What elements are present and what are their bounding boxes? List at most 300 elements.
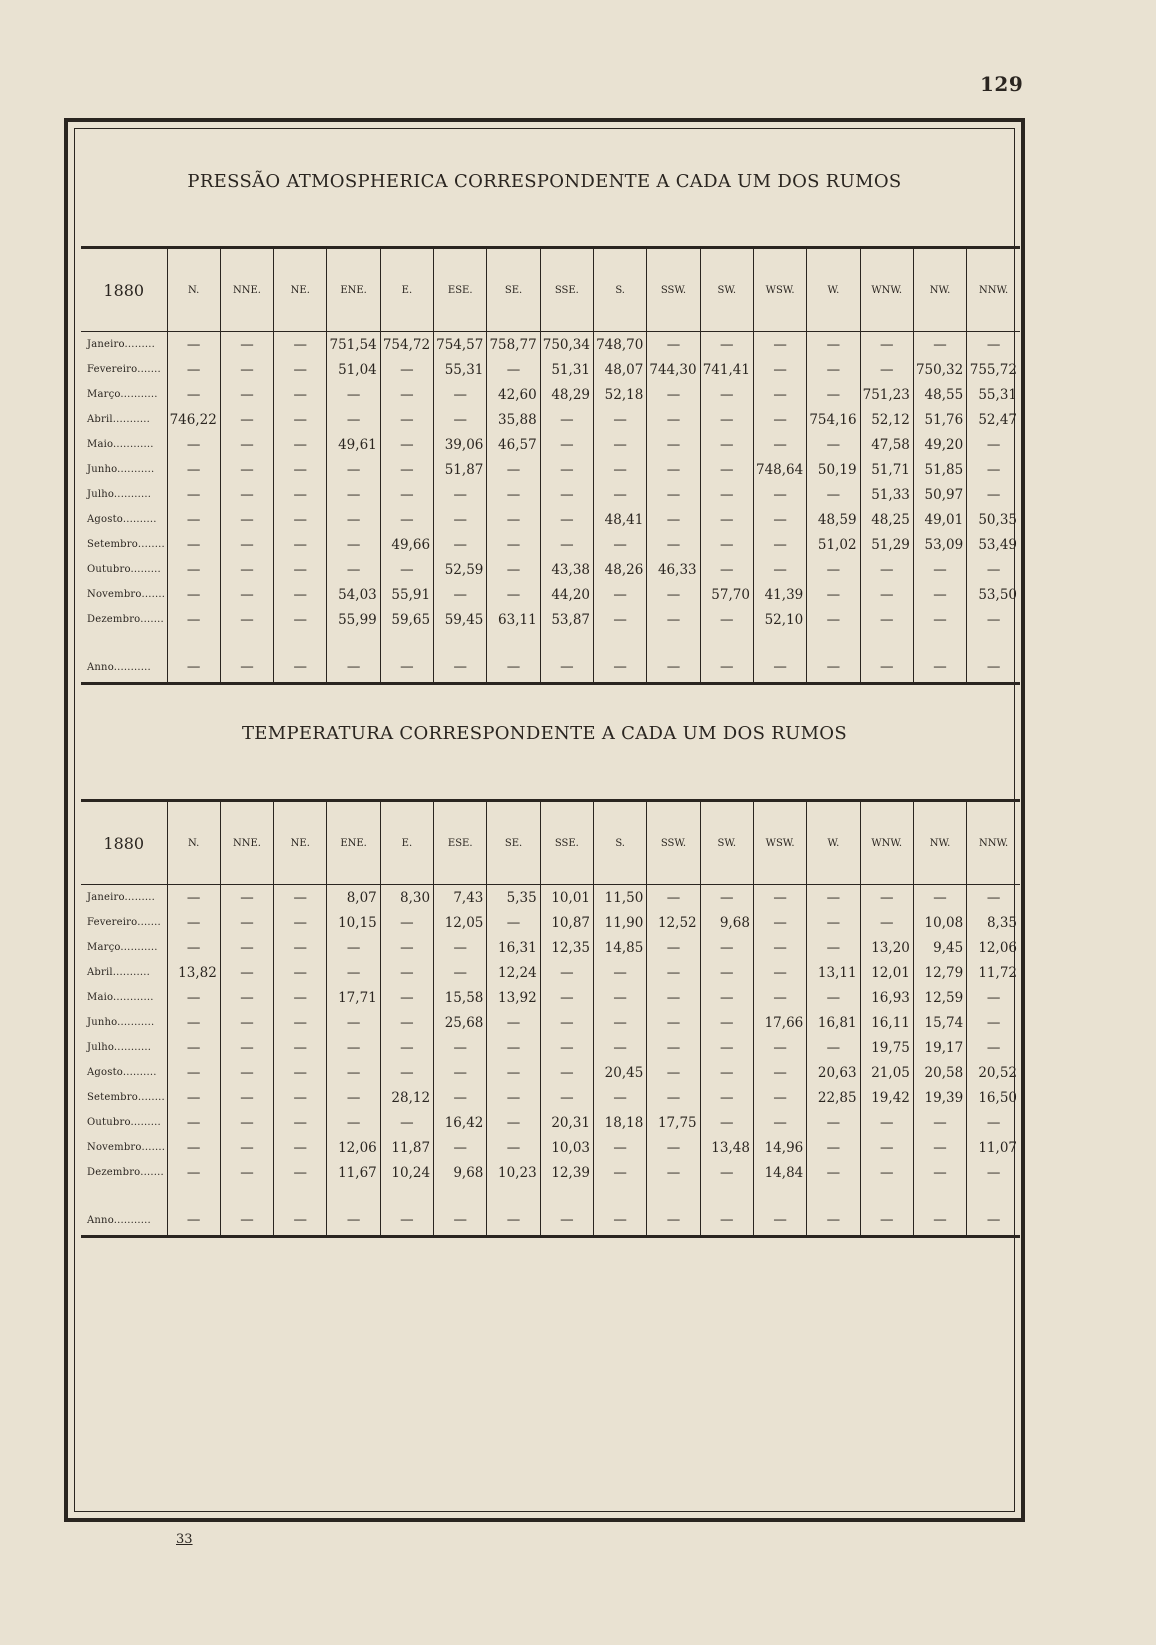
table-cell: — (380, 652, 433, 684)
table-cell: — (327, 1010, 380, 1035)
spacer-cell (647, 632, 700, 652)
table-cell: 16,31 (487, 935, 540, 960)
table-cell: — (327, 382, 380, 407)
table-cell: — (167, 582, 220, 607)
table-cell: — (167, 1035, 220, 1060)
table-cell: — (540, 960, 593, 985)
spacer-cell (220, 1185, 273, 1205)
spacer-cell (274, 632, 327, 652)
direction-header: S. (594, 248, 647, 332)
table-cell: — (753, 482, 806, 507)
table-cell: — (380, 482, 433, 507)
row-label: Janeiro......... (87, 892, 155, 903)
spacer-cell (434, 1185, 487, 1205)
table-cell: 53,49 (967, 532, 1020, 557)
table-cell: — (487, 457, 540, 482)
table-cell: — (700, 1110, 753, 1135)
table-cell: — (327, 407, 380, 432)
table-cell: 10,15 (327, 910, 380, 935)
table-cell: — (274, 1085, 327, 1110)
table-cell: — (487, 1205, 540, 1237)
table-cell: — (220, 407, 273, 432)
table-cell: — (167, 382, 220, 407)
table-cell: — (220, 1110, 273, 1135)
table-cell: 758,77 (487, 332, 540, 358)
table-row (81, 382, 1020, 407)
table-cell: — (807, 1135, 860, 1160)
spacer-cell (807, 1185, 860, 1205)
table-cell: — (913, 582, 966, 607)
row-label: Novembro....... (87, 589, 166, 600)
table-cell: — (540, 532, 593, 557)
table-cell: 11,50 (594, 885, 647, 911)
table-cell: — (753, 1205, 806, 1237)
table-cell: — (807, 382, 860, 407)
table-cell: — (967, 652, 1020, 684)
table-cell: 12,35 (540, 935, 593, 960)
table-cell: — (807, 607, 860, 632)
table-cell: — (487, 1035, 540, 1060)
spacer-cell (753, 632, 806, 652)
table-cell: — (594, 1010, 647, 1035)
direction-header: NW. (913, 801, 966, 885)
table-cell: — (220, 910, 273, 935)
table-cell: — (220, 607, 273, 632)
table-cell: 755,72 (967, 357, 1020, 382)
row-label: Setembro........ (87, 1092, 165, 1103)
table-cell: — (753, 357, 806, 382)
table-cell: — (434, 382, 487, 407)
row-label: Dezembro....... (87, 1167, 164, 1178)
table-cell: — (380, 985, 433, 1010)
table-cell: — (860, 1205, 913, 1237)
table-cell: — (594, 582, 647, 607)
table-row (81, 607, 1020, 632)
table-cell: — (167, 985, 220, 1010)
table-cell: — (647, 1010, 700, 1035)
signature-mark: 33 (176, 1532, 193, 1547)
direction-header: E. (380, 248, 433, 332)
table-cell: — (700, 407, 753, 432)
table-cell: — (700, 1205, 753, 1237)
table-cell: 48,29 (540, 382, 593, 407)
table-cell: — (913, 652, 966, 684)
table-cell: — (487, 357, 540, 382)
table-row (81, 407, 1020, 432)
direction-header: NNE. (220, 801, 273, 885)
table-cell: 13,92 (487, 985, 540, 1010)
table-row (81, 1110, 1020, 1135)
table-cell: 53,09 (913, 532, 966, 557)
table-cell: — (913, 557, 966, 582)
table-cell: 13,11 (807, 960, 860, 985)
spacer-cell (860, 1185, 913, 1205)
table-cell: — (540, 985, 593, 1010)
table-cell: 17,71 (327, 985, 380, 1010)
table-cell: — (327, 1085, 380, 1110)
direction-header: NNW. (967, 248, 1020, 332)
table-cell: 10,24 (380, 1160, 433, 1185)
table-cell: — (967, 1010, 1020, 1035)
table-cell: — (274, 582, 327, 607)
table-cell: — (380, 1205, 433, 1237)
table-cell: — (647, 1160, 700, 1185)
spacer-cell (167, 632, 220, 652)
table-cell: — (327, 507, 380, 532)
table-cell: — (860, 1110, 913, 1135)
table-cell: — (647, 985, 700, 1010)
table-cell: — (700, 885, 753, 911)
table-cell: 741,41 (700, 357, 753, 382)
table-cell: 751,54 (327, 332, 380, 358)
table-cell: — (434, 532, 487, 557)
table-cell: 52,47 (967, 407, 1020, 432)
table-cell: — (274, 332, 327, 358)
table-cell: — (220, 357, 273, 382)
table-cell: — (860, 652, 913, 684)
table-cell: 15,58 (434, 985, 487, 1010)
table-cell: — (753, 432, 806, 457)
table-cell: — (807, 582, 860, 607)
table-cell: — (753, 1035, 806, 1060)
table-cell: 20,45 (594, 1060, 647, 1085)
table-cell: 10,08 (913, 910, 966, 935)
table-cell: — (647, 935, 700, 960)
table-cell: — (220, 557, 273, 582)
table-row (81, 885, 1020, 911)
direction-header: NNE. (220, 248, 273, 332)
table-cell: 750,32 (913, 357, 966, 382)
table-cell: — (753, 532, 806, 557)
table-cell: 44,20 (540, 582, 593, 607)
table-cell: — (220, 482, 273, 507)
table-cell: 9,45 (913, 935, 966, 960)
row-label: Abril........... (87, 414, 150, 425)
table-cell: — (274, 1160, 327, 1185)
table-cell: — (860, 1135, 913, 1160)
table-cell: — (434, 507, 487, 532)
table-cell: — (380, 382, 433, 407)
table-cell: — (487, 1085, 540, 1110)
table-cell: 8,30 (380, 885, 433, 911)
table-cell: — (327, 1110, 380, 1135)
table-cell: 12,24 (487, 960, 540, 985)
table-cell: — (327, 1205, 380, 1237)
table-cell: — (274, 910, 327, 935)
table-cell: — (860, 582, 913, 607)
table-cell: — (220, 1160, 273, 1185)
table-cell: — (220, 885, 273, 911)
table-cell: 19,75 (860, 1035, 913, 1060)
table-cell: — (487, 1010, 540, 1035)
spacer-cell (380, 632, 433, 652)
table-cell: 12,39 (540, 1160, 593, 1185)
table-cell: — (540, 1035, 593, 1060)
row-label: Março........... (87, 389, 158, 400)
header-row (81, 248, 1020, 332)
table-cell: — (220, 1205, 273, 1237)
row-label: Setembro........ (87, 539, 165, 550)
table-cell: 14,84 (753, 1160, 806, 1185)
table-cell: — (647, 407, 700, 432)
table-cell: — (274, 607, 327, 632)
table-cell: — (594, 532, 647, 557)
table-cell: 54,03 (327, 582, 380, 607)
table-cell: — (274, 1060, 327, 1085)
table-cell: — (167, 532, 220, 557)
spacer-cell (913, 632, 966, 652)
table-cell: 16,11 (860, 1010, 913, 1035)
table-cell: — (647, 507, 700, 532)
table-cell: — (967, 332, 1020, 358)
table-cell: — (167, 332, 220, 358)
table-cell: 55,99 (327, 607, 380, 632)
table-row (81, 935, 1020, 960)
table-cell: — (487, 652, 540, 684)
table-cell: — (167, 1010, 220, 1035)
year-header: 1880 (81, 248, 167, 332)
table-cell: — (913, 607, 966, 632)
temperature-table (81, 799, 1020, 1238)
table-cell: — (274, 432, 327, 457)
row-label: Anno........... (81, 1205, 167, 1237)
table-cell: — (487, 1060, 540, 1085)
table-cell: 19,39 (913, 1085, 966, 1110)
table-cell: 59,65 (380, 607, 433, 632)
table-row (81, 432, 1020, 457)
table-cell: 18,18 (594, 1110, 647, 1135)
spacer-cell (540, 1185, 593, 1205)
table-row (81, 1060, 1020, 1085)
table-cell: — (380, 1060, 433, 1085)
row-label: Julho........... (87, 489, 152, 500)
table-cell: — (220, 652, 273, 684)
temperature-table-title: TEMPERATURA CORRESPONDENTE A CADA UM DOS RUMOS (241, 723, 847, 744)
row-label: Outubro......... (87, 1117, 161, 1128)
direction-header: SSE. (540, 248, 593, 332)
table-cell: 16,50 (967, 1085, 1020, 1110)
table-cell: — (167, 652, 220, 684)
table-cell: — (647, 885, 700, 911)
table-cell: 39,06 (434, 432, 487, 457)
table-cell: 10,03 (540, 1135, 593, 1160)
table-cell: — (967, 607, 1020, 632)
pressure-table-title: PRESSÃO ATMOSPHERICA CORRESPONDENTE A CADA UM DOS RUMOS (187, 171, 902, 192)
table-cell: — (700, 557, 753, 582)
table-cell: — (594, 960, 647, 985)
table-row (81, 1160, 1020, 1185)
table-cell: — (860, 1160, 913, 1185)
table-cell: — (274, 357, 327, 382)
table-cell: — (594, 407, 647, 432)
table-cell: — (220, 985, 273, 1010)
table-cell: — (220, 960, 273, 985)
spacer-cell (807, 632, 860, 652)
table-cell: — (647, 582, 700, 607)
table-cell: 53,87 (540, 607, 593, 632)
table-cell: 15,74 (913, 1010, 966, 1035)
table-cell: 16,42 (434, 1110, 487, 1135)
direction-header: SE. (487, 801, 540, 885)
table-cell: — (753, 910, 806, 935)
table-cell: — (594, 1135, 647, 1160)
table-cell: 22,85 (807, 1085, 860, 1110)
table-cell: — (647, 1135, 700, 1160)
table-cell: — (647, 457, 700, 482)
table-cell: 59,45 (434, 607, 487, 632)
row-label: Junho........... (87, 464, 155, 475)
table-cell: 46,33 (647, 557, 700, 582)
direction-header: NE. (274, 248, 327, 332)
table-cell: — (594, 985, 647, 1010)
table-cell: — (647, 960, 700, 985)
table-cell: — (274, 960, 327, 985)
table-cell: — (860, 332, 913, 358)
table-cell: — (167, 1205, 220, 1237)
table-cell: — (647, 532, 700, 557)
table-cell: — (167, 1135, 220, 1160)
table-cell: — (540, 482, 593, 507)
table-cell: 47,58 (860, 432, 913, 457)
direction-header: WSW. (753, 248, 806, 332)
table-cell: — (220, 507, 273, 532)
table-cell: — (380, 910, 433, 935)
table-row (81, 532, 1020, 557)
table-cell: — (434, 407, 487, 432)
spacer-cell (81, 1185, 167, 1205)
table-cell: — (594, 482, 647, 507)
table-cell: — (274, 885, 327, 911)
table-cell: — (860, 607, 913, 632)
table-cell: — (327, 652, 380, 684)
table-cell: — (434, 935, 487, 960)
table-cell: — (327, 935, 380, 960)
table-cell: 49,61 (327, 432, 380, 457)
direction-header: W. (807, 801, 860, 885)
table-cell: 20,52 (967, 1060, 1020, 1085)
table-cell: 49,66 (380, 532, 433, 557)
table-cell: 51,87 (434, 457, 487, 482)
table-cell: — (487, 557, 540, 582)
table-cell: — (540, 507, 593, 532)
table-cell: — (807, 357, 860, 382)
table-cell: — (807, 985, 860, 1010)
table-cell: 11,87 (380, 1135, 433, 1160)
table-cell: — (967, 557, 1020, 582)
table-cell: 10,87 (540, 910, 593, 935)
direction-header: S. (594, 801, 647, 885)
table-row (81, 582, 1020, 607)
table-cell: — (167, 885, 220, 911)
table-cell: — (967, 482, 1020, 507)
table-cell: 754,16 (807, 407, 860, 432)
row-label: Julho........... (87, 1042, 152, 1053)
table-cell: — (327, 1060, 380, 1085)
table-cell: — (647, 332, 700, 358)
spacer-cell (647, 1185, 700, 1205)
table-cell: 28,12 (380, 1085, 433, 1110)
table-row (81, 910, 1020, 935)
table-cell: 11,07 (967, 1135, 1020, 1160)
row-label: Agosto.......... (87, 1067, 157, 1078)
table-cell: — (700, 935, 753, 960)
table-row (81, 960, 1020, 985)
table-cell: 55,91 (380, 582, 433, 607)
table-cell: — (327, 1035, 380, 1060)
table-cell: — (594, 1085, 647, 1110)
table-cell: — (167, 1110, 220, 1135)
table-cell: — (540, 1205, 593, 1237)
table-row (81, 507, 1020, 532)
table-cell: — (380, 935, 433, 960)
table-cell: — (700, 1060, 753, 1085)
direction-header: NE. (274, 801, 327, 885)
table-row (81, 1010, 1020, 1035)
spacer-cell (860, 632, 913, 652)
table-cell: — (594, 432, 647, 457)
direction-header: SE. (487, 248, 540, 332)
table-cell: 51,02 (807, 532, 860, 557)
row-label: Janeiro......... (87, 339, 155, 350)
table-cell: — (753, 1110, 806, 1135)
table-cell: 7,43 (434, 885, 487, 911)
table-cell: — (753, 1060, 806, 1085)
table-cell: 57,70 (700, 582, 753, 607)
table-cell: — (913, 332, 966, 358)
table-cell: — (487, 507, 540, 532)
table-cell: 48,55 (913, 382, 966, 407)
table-cell: — (167, 507, 220, 532)
spacer-cell (753, 1185, 806, 1205)
spacer-cell (700, 1185, 753, 1205)
table-cell: 748,70 (594, 332, 647, 358)
table-cell: — (220, 1085, 273, 1110)
table-cell: — (700, 382, 753, 407)
table-cell: — (167, 935, 220, 960)
table-row (81, 332, 1020, 358)
table-cell: — (434, 1135, 487, 1160)
table-cell: — (860, 357, 913, 382)
table-cell: — (274, 482, 327, 507)
table-cell: 12,01 (860, 960, 913, 985)
table-cell: 12,52 (647, 910, 700, 935)
table-cell: — (753, 332, 806, 358)
table-cell: — (274, 985, 327, 1010)
table-cell: — (167, 1060, 220, 1085)
table-cell: — (540, 652, 593, 684)
direction-header: ENE. (327, 248, 380, 332)
table-cell: 19,42 (860, 1085, 913, 1110)
table-cell: — (220, 382, 273, 407)
table-cell: — (274, 382, 327, 407)
table-cell: 746,22 (167, 407, 220, 432)
table-cell: — (700, 457, 753, 482)
spacer-cell (81, 632, 167, 652)
spacer-cell (327, 1185, 380, 1205)
table-cell: 46,57 (487, 432, 540, 457)
table-cell: — (807, 432, 860, 457)
table-cell: — (753, 507, 806, 532)
table-cell: — (913, 1205, 966, 1237)
table-cell: — (700, 332, 753, 358)
table-cell: — (807, 1110, 860, 1135)
table-cell: 8,07 (327, 885, 380, 911)
table-cell: — (274, 507, 327, 532)
table-cell: — (807, 935, 860, 960)
table-cell: — (647, 652, 700, 684)
table-cell: 754,72 (380, 332, 433, 358)
table-cell: 19,17 (913, 1035, 966, 1060)
